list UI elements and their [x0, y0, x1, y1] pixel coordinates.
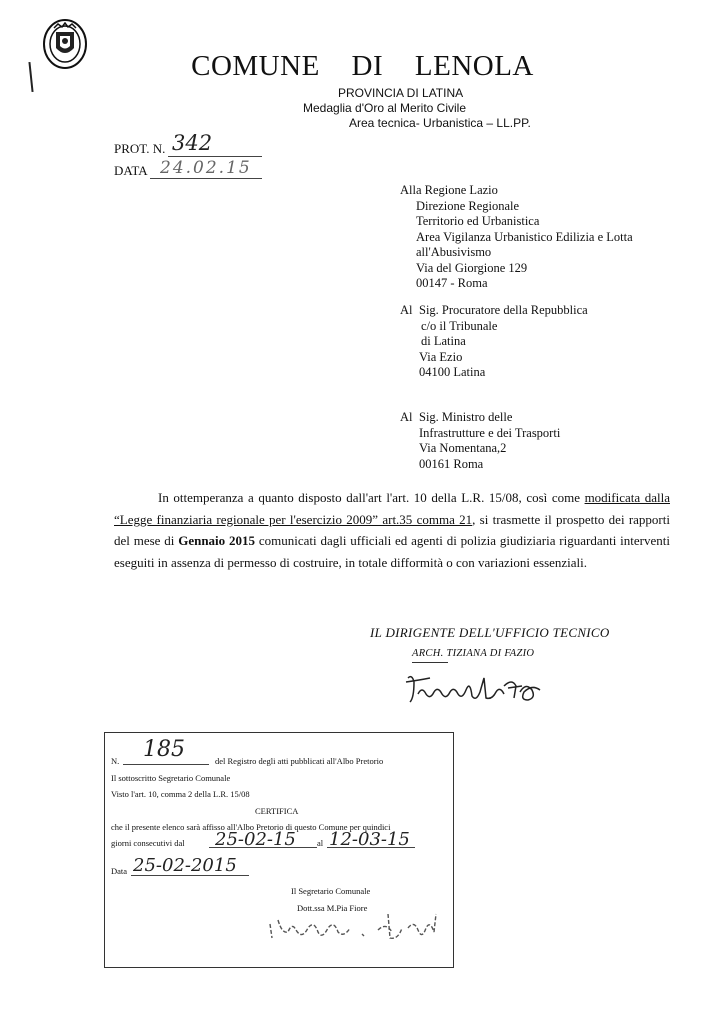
- title-word: COMUNE: [191, 50, 320, 82]
- medal-line: Medaglia d'Oro al Merito Civile: [303, 101, 467, 115]
- address-line: 00161 Roma: [419, 456, 484, 471]
- signatory-name: ARCH. TIZIANA DI FAZIO: [412, 648, 535, 659]
- body-text: comunicati dagli ufficiali ed agenti di polizia giudiziaria riguardanti interventi eseguiti in assenza di permesso di costruire, in totale difformità o con variazioni essenziali.: [114, 533, 670, 570]
- address-line: Via Nomentana,2: [419, 441, 507, 455]
- address-line: all'Abusivismo: [416, 245, 492, 259]
- address-line: Sig. Ministro delle: [419, 410, 513, 424]
- municipality-title: [0, 50, 725, 83]
- address-line: Area Vigilanza Urbanistico Edilizia e Lotta: [416, 229, 633, 244]
- reference-text: Visto l'art. 10, comma 2 della L.R. 15/08: [111, 789, 250, 799]
- title-word: LENOLA: [414, 50, 534, 82]
- body-period: Gennaio 2015: [178, 533, 256, 548]
- statement-text: che il presente elenco sarà affisso all'Albo Pretorio di questo Comune per quindici: [111, 822, 391, 832]
- secretary-name: Dott.ssa M.Pia Fiore: [297, 903, 368, 913]
- date-field-line: [150, 178, 262, 179]
- date-label: Data: [111, 866, 128, 876]
- signatory-title: IL DIRIGENTE DELL'UFFICIO TECNICO: [370, 625, 610, 640]
- province-line: PROVINCIA DI LATINA: [338, 86, 464, 100]
- date-from: 25-02-15: [215, 829, 296, 850]
- number-label: N.: [111, 756, 120, 766]
- address-line: 00147 - Roma: [416, 276, 488, 290]
- certifies-heading: CERTIFICA: [255, 806, 299, 816]
- signatory-underline: [412, 662, 448, 663]
- date-label: DATA: [114, 163, 148, 178]
- body-text: In ottemperanza a quanto disposto dall'art l'art. 10 della L.R. 15/08, così come: [158, 490, 585, 505]
- body-text: , si trasmette il prospetto dei rapporti del mese di: [114, 511, 670, 548]
- body-paragraph: [114, 487, 670, 573]
- address-line: c/o il Tribunale: [421, 318, 498, 333]
- address-line: 04100 Latina: [419, 365, 486, 379]
- registry-text: del Registro degli atti pubblicati all'Albo Pretorio: [215, 756, 384, 766]
- prot-number: 342: [172, 131, 213, 155]
- number-field-line: [123, 764, 209, 765]
- address-line: Alla Regione Lazio: [400, 183, 498, 197]
- days-label: giorni consecutivi dal: [111, 838, 185, 848]
- address-line: di Latina: [421, 334, 466, 348]
- address-prefix: Al: [400, 303, 413, 317]
- address-line: Infrastrutture e dei Trasporti: [419, 425, 561, 440]
- date-to: 12-03-15: [329, 829, 410, 850]
- secretary-title: Il Segretario Comunale: [291, 886, 371, 896]
- handwritten-signature: [262, 894, 454, 950]
- office-line: Area tecnica- Urbanistica – LL.PP.: [349, 116, 531, 130]
- prot-field-line: [168, 156, 262, 157]
- body-legal-reference: modificata dalla “Legge finanziaria regionale per l'esercizio 2009” art.35 comma 21: [114, 490, 670, 527]
- address-line: Via del Giorgione 129: [416, 260, 528, 275]
- prot-label: PROT. N.: [114, 141, 166, 156]
- date-value: 24.02.15: [160, 158, 252, 178]
- certificate-date: 25-02-2015: [133, 855, 237, 876]
- address-line: Via Ezio: [419, 349, 463, 364]
- address-line: Sig. Procuratore della Repubblica: [419, 303, 588, 317]
- address-line: Territorio ed Urbanistica: [416, 214, 540, 228]
- address-prefix: Al: [400, 410, 413, 424]
- address-line: Direzione Regionale: [416, 198, 520, 213]
- title-word: DI: [351, 50, 384, 82]
- registry-number: 185: [143, 737, 185, 762]
- handwritten-signature: [400, 668, 550, 710]
- undersigned-text: Il sottoscritto Segretario Comunale: [111, 773, 231, 783]
- al-label: al: [317, 838, 324, 848]
